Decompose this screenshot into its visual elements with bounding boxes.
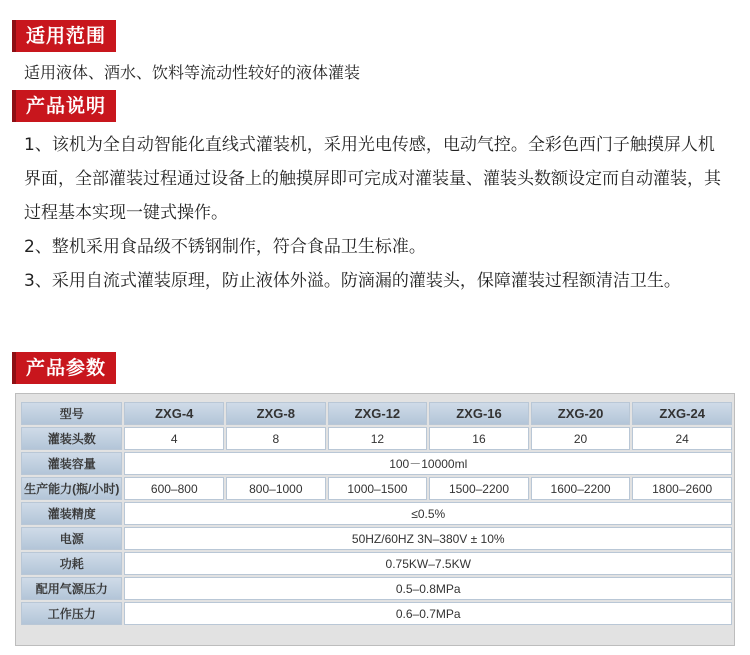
output-cell: 600–800: [124, 477, 224, 500]
output-cell: 1800–2600: [632, 477, 732, 500]
heads-cell: 16: [429, 427, 529, 450]
heads-cell: 24: [632, 427, 732, 450]
output-row: [21, 477, 732, 500]
work-pressure-value: 0.6–0.7MPa: [124, 602, 732, 625]
scope-section-title: 适用范围: [12, 20, 116, 52]
capacity-row: [21, 452, 732, 475]
model-cell: ZXG-12: [328, 402, 428, 425]
params-section-title: 产品参数: [12, 352, 116, 384]
air-pressure-label: 配用气源压力: [21, 577, 122, 600]
model-cell: ZXG-8: [226, 402, 326, 425]
model-header: 型号: [21, 402, 122, 425]
power-supply-row: [21, 527, 732, 550]
precision-value: ≤0.5%: [124, 502, 732, 525]
power-label: 功耗: [21, 552, 122, 575]
heads-cell: 20: [531, 427, 631, 450]
heads-cell: 12: [328, 427, 428, 450]
description-body: [24, 128, 730, 298]
output-cell: 1000–1500: [328, 477, 428, 500]
work-pressure-label: 工作压力: [21, 602, 122, 625]
air-pressure-value: 0.5–0.8MPa: [124, 577, 732, 600]
model-cell: ZXG-24: [632, 402, 732, 425]
description-paragraph-3: 3、采用自流式灌装原理，防止液体外溢。防滴漏的灌装头，保障灌装过程额清洁卫生。: [24, 271, 681, 291]
scope-text: 适用液体、酒水、饮料等流动性较好的液体灌装: [24, 63, 361, 82]
model-cell: ZXG-4: [124, 402, 224, 425]
model-cell: ZXG-20: [531, 402, 631, 425]
power-supply-value: 50HZ/60HZ 3N–380V ± 10%: [124, 527, 732, 550]
precision-row: [21, 502, 732, 525]
model-cell: ZXG-16: [429, 402, 529, 425]
precision-label: 灌装精度: [21, 502, 122, 525]
work-pressure-row: [21, 602, 732, 625]
air-pressure-row: [21, 577, 732, 600]
model-row: [21, 402, 732, 425]
output-label: 生产能力(瓶/小时): [21, 477, 122, 500]
output-cell: 1500–2200: [429, 477, 529, 500]
output-cell: 800–1000: [226, 477, 326, 500]
power-value: 0.75KW–7.5KW: [124, 552, 732, 575]
capacity-label: 灌装容量: [21, 452, 122, 475]
description-paragraph-2: 2、整机采用食品级不锈钢制作，符合食品卫生标准。: [24, 237, 426, 257]
heads-cell: 4: [124, 427, 224, 450]
description-section-title: 产品说明: [12, 90, 116, 122]
spec-table-panel: [15, 393, 735, 646]
heads-label: 灌装头数: [21, 427, 122, 450]
description-paragraph-1: 1、该机为全自动智能化直线式灌装机，采用光电传感，电动气控。全彩色西门子触摸屏人机界面，全部灌装过程通过设备上的触摸屏即可完成对灌装量、灌装头数额设定而自动灌装，其过程基本实现一键式操作。: [24, 135, 721, 223]
heads-row: [21, 427, 732, 450]
output-cell: 1600–2200: [531, 477, 631, 500]
heads-cell: 8: [226, 427, 326, 450]
power-row: [21, 552, 732, 575]
power-supply-label: 电源: [21, 527, 122, 550]
spec-table: [19, 400, 734, 627]
capacity-value: 100－10000ml: [124, 452, 732, 475]
